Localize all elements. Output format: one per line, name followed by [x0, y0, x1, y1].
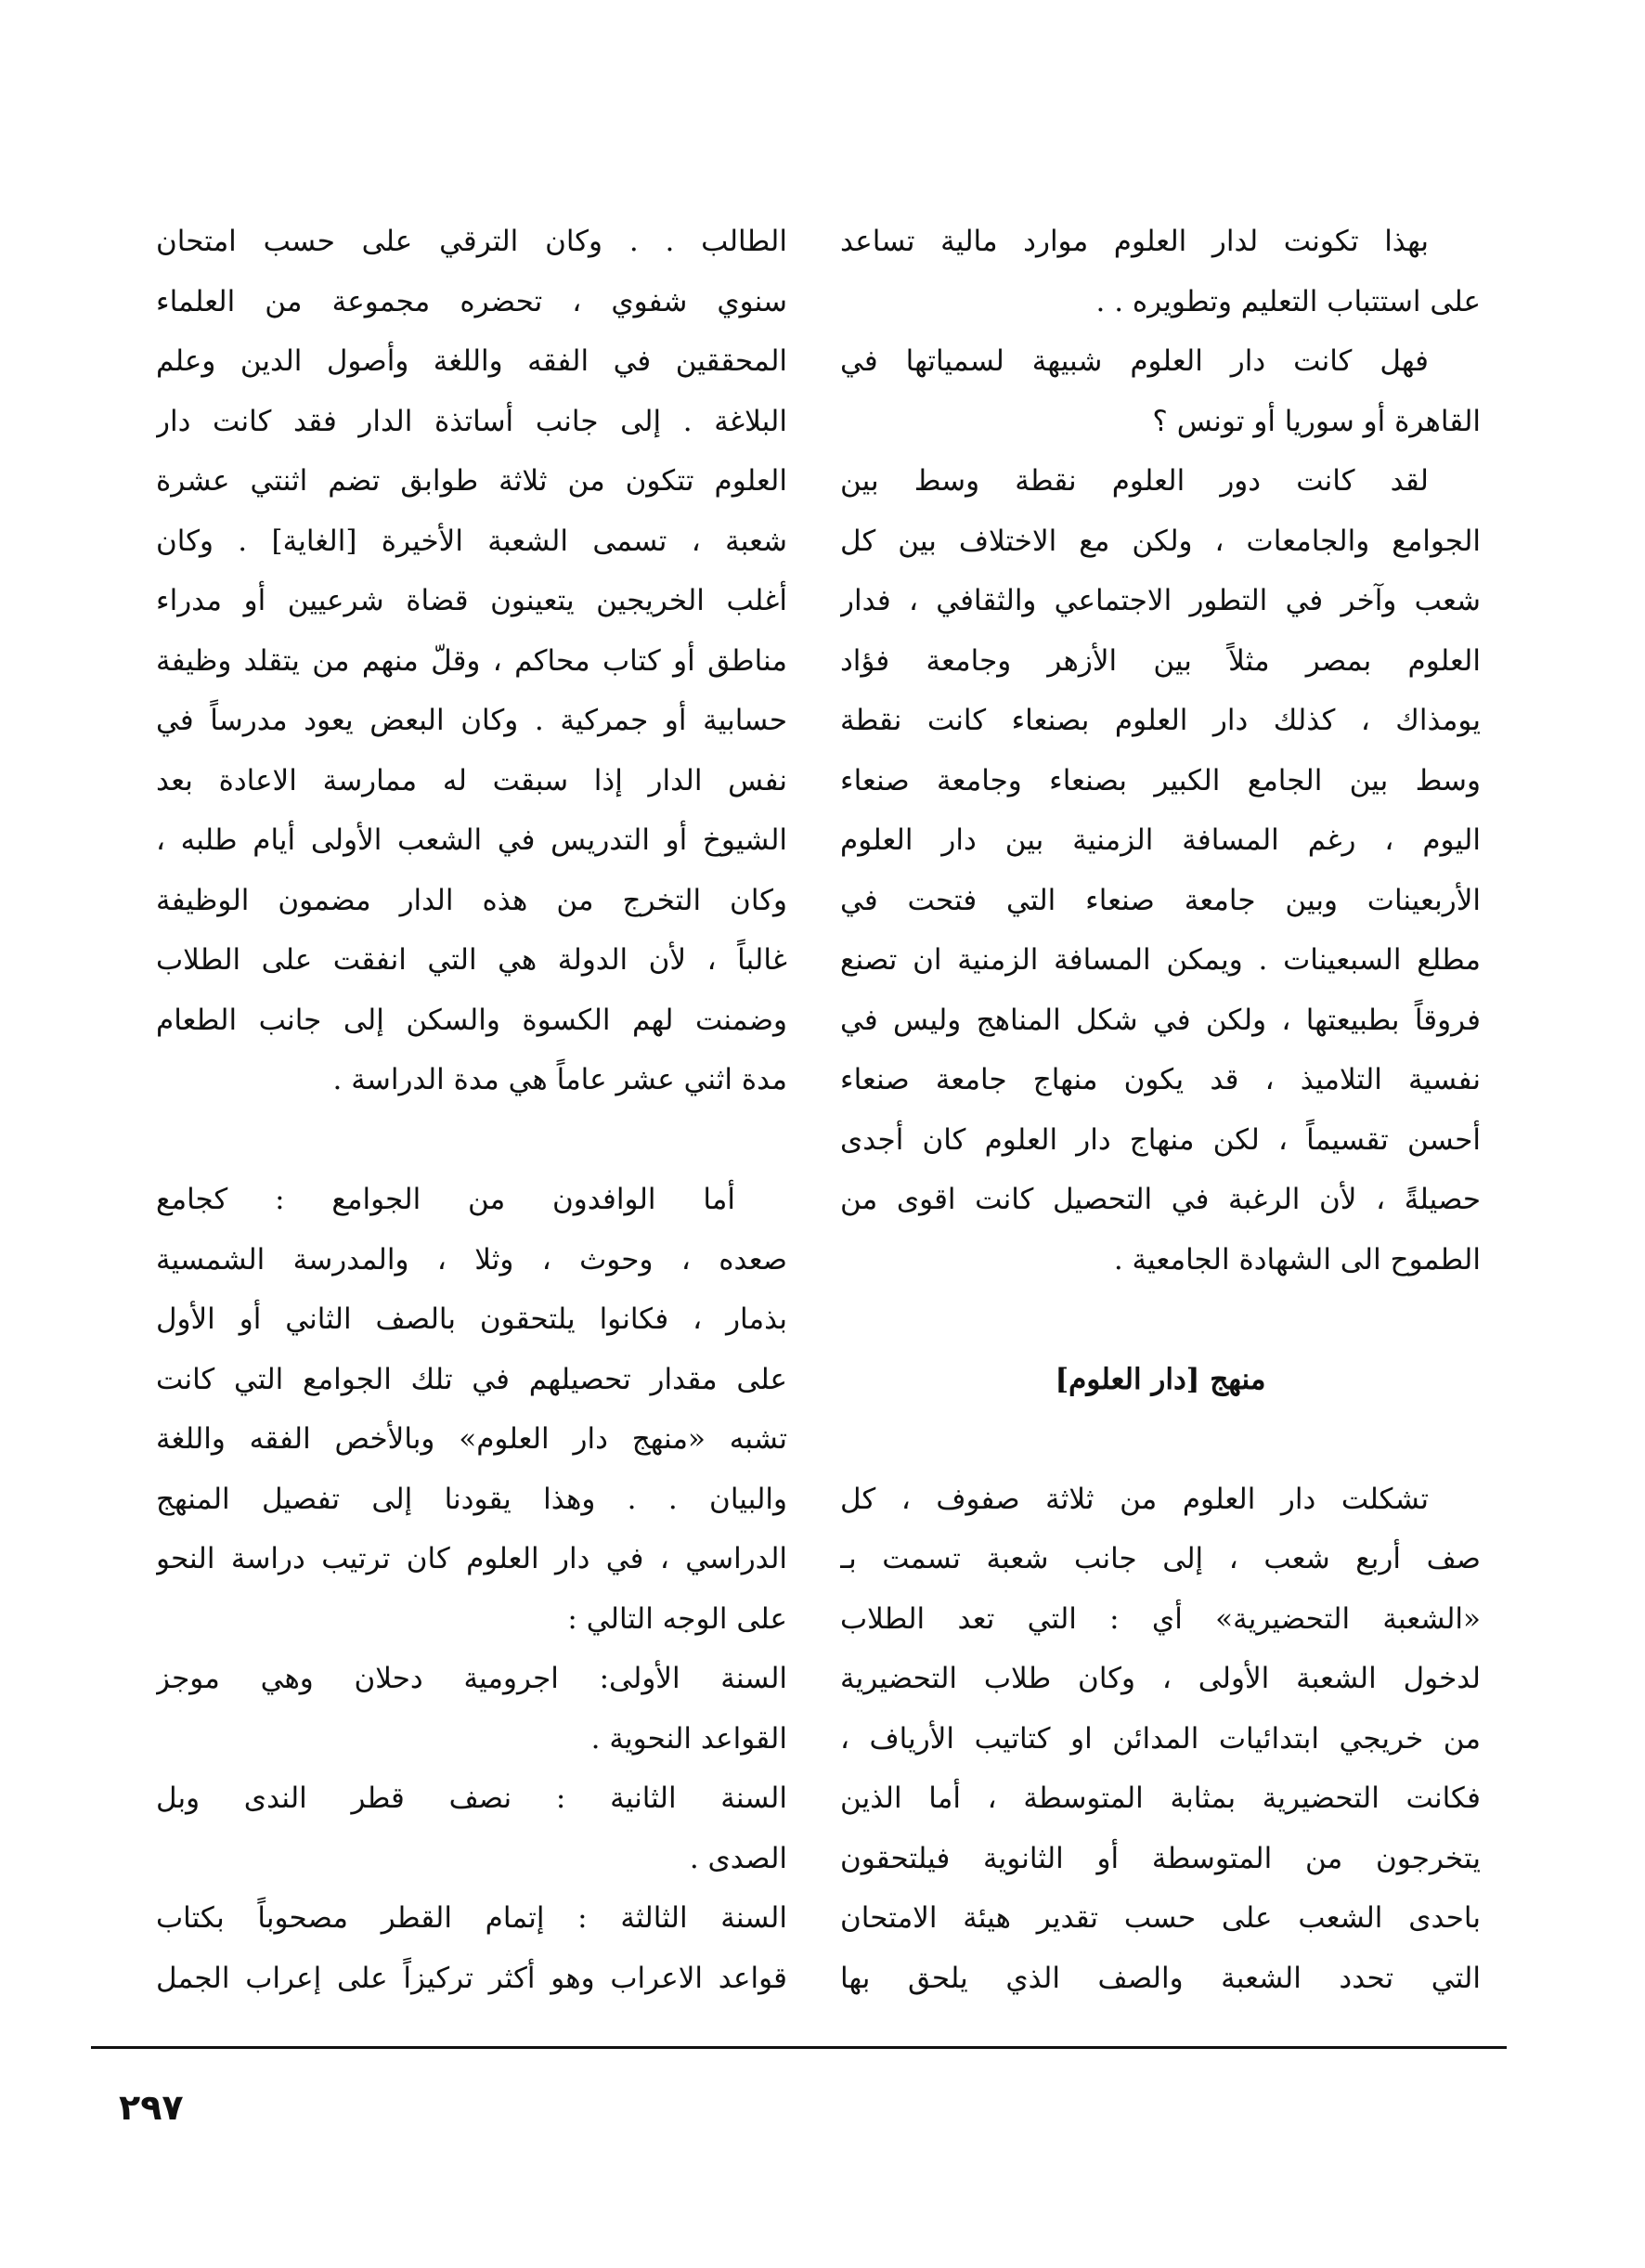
text-line: وكان التخرج من هذه الدار مضمون الوظيفة	[156, 883, 787, 917]
text-line: المحققين في الفقه واللغة وأصول الدين وعلم	[156, 344, 787, 378]
footer-rule	[91, 2046, 1507, 2049]
text-line: حصيلةً ، لأن الرغبة في التحصيل كانت اقوى من	[840, 1183, 1481, 1216]
text-line: بهذا تكونت لدار العلوم موارد مالية تساعد	[840, 225, 1429, 258]
text-line: الجوامع والجامعات ، ولكن مع الاختلاف بين كل	[840, 524, 1481, 558]
text-line: الطموح الى الشهادة الجامعية .	[1113, 1242, 1481, 1277]
text-line: القواعد النحوية .	[590, 1721, 787, 1756]
text-line: غالباً ، لأن الدولة هي التي انفقت على الطلاب	[156, 943, 787, 977]
text-line: الدراسي ، في دار العلوم كان ترتيب دراسة النحو	[156, 1542, 787, 1575]
paragraph-gap	[840, 1290, 1481, 1350]
text-line: من خريجي ابتدائيات المدائن او كتاتيب الأرياف ،	[840, 1721, 1481, 1756]
text-line: التي تحدد الشعبة والصف الذي يلحق بها	[840, 1961, 1481, 1995]
text-line: البلاغة . إلى جانب أساتذة الدار فقد كانت دار	[156, 404, 787, 438]
text-line: سنوي شفوي ، تحضره مجموعة من العلماء	[156, 284, 787, 318]
text-line: على الوجه التالي :	[567, 1601, 787, 1636]
section-heading: منهج [دار العلوم]	[1055, 1362, 1266, 1396]
text-line: صف أربع شعب ، إلى جانب شعبة تسمت بـ	[840, 1542, 1481, 1575]
text-line: «الشعبة التحضيرية» أي : التي تعد الطلاب	[840, 1601, 1481, 1636]
text-line: الأربعينات وبين جامعة صنعاء التي فتحت في	[840, 883, 1481, 917]
text-line: فكانت التحضيرية بمثابة المتوسطة ، أما الذين	[840, 1782, 1481, 1815]
text-line: أما الوافدون من الجوامع : كجامع	[156, 1183, 735, 1216]
right-text-column	[840, 212, 1481, 2008]
text-line: السنة الثانية : نصف قطر الندى وبل	[156, 1782, 787, 1815]
text-line: بذمار ، فكانوا يلتحقون بالصف الثاني أو الأول	[156, 1302, 787, 1336]
text-line: نفسية التلاميذ ، قد يكون منهاج جامعة صنعاء	[840, 1063, 1481, 1096]
text-line: العلوم تتكون من ثلاثة طوابق تضم اثنتي عشرة	[156, 464, 787, 498]
text-line: وسط بين الجامع الكبير بصنعاء وجامعة صنعاء	[840, 763, 1481, 797]
text-line: شعبة ، تسمى الشعبة الأخيرة [الغاية] . وكان	[156, 524, 787, 558]
text-line: أحسن تقسيماً ، لكن منهاج دار العلوم كان أجدى	[840, 1122, 1481, 1157]
page-number: ٢٩٧	[119, 2087, 184, 2128]
text-line: الطالب . . وكان الترقي على حسب امتحان	[156, 225, 787, 258]
text-line: اليوم ، رغم المسافة الزمنية بين دار العلوم	[840, 823, 1481, 857]
left-text-column	[156, 212, 787, 2008]
text-line: مطلع السبعينات . ويمكن المسافة الزمنية ان تصنع	[840, 943, 1481, 977]
text-line: السنة الأولى: اجرومية دحلان وهي موجز	[156, 1662, 787, 1695]
text-line: يومذاك ، كذلك دار العلوم بصنعاء كانت نقطة	[840, 704, 1481, 737]
text-line: لدخول الشعبة الأولى ، وكان طلاب التحضيرية	[840, 1662, 1481, 1695]
text-line: أغلب الخريجين يتعينون قضاة شرعيين أو مدراء	[156, 584, 787, 617]
text-line: على مقدار تحصيلهم في تلك الجوامع التي كانت	[156, 1362, 787, 1396]
text-line: العلوم بمصر مثلاً بين الأزهر وجامعة فؤاد	[840, 643, 1481, 678]
paragraph-gap	[156, 1110, 787, 1171]
text-line: شعب وآخر في التطور الاجتماعي والثقافي ، فدار	[840, 584, 1481, 617]
text-line: مدة اثني عشر عاماً هي مدة الدراسة .	[332, 1063, 787, 1096]
text-line: وضمنت لهم الكسوة والسكن إلى جانب الطعام	[156, 1003, 787, 1037]
text-line: القاهرة أو سوريا أو تونس ؟	[1152, 404, 1481, 438]
text-line: الشيوخ أو التدريس في الشعب الأولى أيام طلبه ،	[156, 823, 787, 857]
text-line: على استتباب التعليم وتطويره . .	[1095, 284, 1481, 318]
text-line: باحدى الشعب على حسب تقدير هيئة الامتحان	[840, 1901, 1481, 1935]
text-line: مناطق أو كتاب محاكم ، وقلّ منهم من يتقلد وظيفة	[156, 643, 787, 678]
text-line: فروقاً بطبيعتها ، ولكن في شكل المناهج وليس في	[840, 1003, 1481, 1037]
text-line: تشبه «منهج دار العلوم» وبالأخص الفقه واللغة	[156, 1422, 787, 1456]
text-line: حسابية أو جمركية . وكان البعض يعود مدرساً في	[156, 704, 787, 737]
text-line: الصدى .	[689, 1841, 787, 1875]
text-line: لقد كانت دور العلوم نقطة وسط بين	[840, 464, 1429, 498]
text-line: صعده ، وحوث ، وثلا ، والمدرسة الشمسية	[156, 1242, 787, 1277]
text-line: فهل كانت دار العلوم شبيهة لسمياتها في	[840, 344, 1429, 378]
text-line: تشكلت دار العلوم من ثلاثة صفوف ، كل	[840, 1482, 1429, 1516]
text-line: والبيان . . وهذا يقودنا إلى تفصيل المنهج	[156, 1482, 787, 1516]
text-line: نفس الدار إذا سبقت له ممارسة الاعادة بعد	[156, 763, 787, 797]
text-line: قواعد الاعراب وهو أكثر تركيزاً على إعراب الجمل	[156, 1961, 787, 1995]
text-line: يتخرجون من المتوسطة أو الثانوية فيلتحقون	[840, 1841, 1481, 1875]
text-line: السنة الثالثة : إتمام القطر مصحوباً بكتاب	[156, 1901, 787, 1935]
paragraph-gap	[840, 1409, 1481, 1470]
